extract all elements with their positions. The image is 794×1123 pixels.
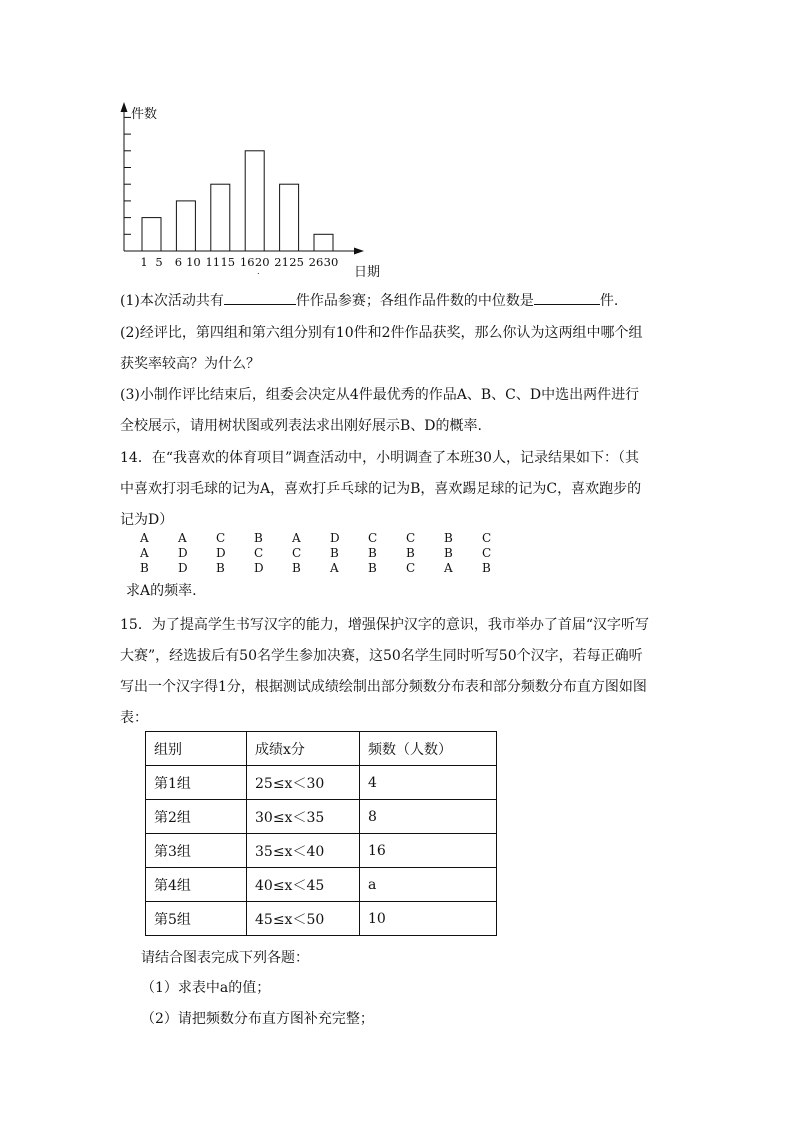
table-header-cell: 组别 <box>146 732 247 766</box>
histogram-bar-6-10 <box>176 201 195 251</box>
survey-cell: C <box>254 546 264 560</box>
x-tick-label: 11 <box>205 255 221 269</box>
q13-part2-line1: (2)经评比，第四组和第六组分别有10件和2件作品获奖，那么你认为这两组中哪个组 <box>120 325 643 341</box>
table-cell: 16 <box>360 834 497 868</box>
table-cell: 第2组 <box>146 800 247 834</box>
survey-cell: B <box>216 561 225 575</box>
survey-cell: C <box>406 561 416 575</box>
survey-cell: B <box>254 531 263 545</box>
table-cell: 第4组 <box>146 868 247 902</box>
table-header-cell: 频数（人数） <box>360 732 497 766</box>
survey-cell: C <box>406 531 416 545</box>
q15-sub1: （1）求表中a的值； <box>141 980 271 996</box>
x-tick-label: 6 <box>174 255 183 269</box>
q13-p1c-text: 件. <box>599 293 619 309</box>
q15-instruction: 请结合图表完成下列各题： <box>141 950 309 966</box>
q14-question: 求A的频率. <box>126 583 197 599</box>
table-cell: 4 <box>360 766 497 800</box>
q13-part2-line2: 获奖率较高？为什么？ <box>120 356 260 372</box>
x-tick-label: 20 <box>254 255 270 269</box>
x-tick-label: 25 <box>289 255 304 269</box>
table-cell: 第3组 <box>146 834 247 868</box>
survey-cell: B <box>140 561 149 575</box>
y-axis-label: 件数 <box>131 107 158 122</box>
survey-cell: D <box>178 546 188 560</box>
q14-line1: 14．在“我喜欢的体育项目”调查活动中，小明调查了本班30人，记录结果如下：（其 <box>120 450 639 466</box>
x-tick-label: 16 <box>239 255 255 269</box>
table-cell: 35≤x＜40 <box>247 834 360 868</box>
q13-part1 <box>120 290 618 310</box>
x-tick-label: 1 <box>140 255 148 269</box>
table-row <box>146 834 497 868</box>
table-cell: 第5组 <box>146 902 247 936</box>
survey-cell: A <box>140 546 149 560</box>
q13-p1-text: (1)本次活动共有 <box>120 293 224 309</box>
survey-cell: A <box>140 531 149 545</box>
x-tick-label: 10 <box>186 255 201 269</box>
survey-cell: A <box>330 561 339 575</box>
table-cell: 45≤x＜50 <box>247 902 360 936</box>
q15-sub2: （2）请把频数分布直方图补充完整； <box>141 1011 374 1027</box>
survey-cell: A <box>292 531 301 545</box>
table-cell: 40≤x＜45 <box>247 868 360 902</box>
frequency-table <box>145 731 497 936</box>
table-cell: 8 <box>360 800 497 834</box>
survey-cell: D <box>330 531 340 545</box>
survey-cell: B <box>330 546 339 560</box>
table-header-row <box>146 732 497 766</box>
survey-row <box>140 546 520 561</box>
survey-cell: D <box>178 561 188 575</box>
survey-cell: B <box>368 561 377 575</box>
q15-line2: 大赛”，经选拔后有50名学生参加决赛，这50名学生同时听写50个汉字，若每正确听 <box>120 648 643 664</box>
x-tick-label: 21 <box>274 255 289 269</box>
y-axis-arrow <box>121 102 128 112</box>
survey-cell: B <box>292 561 301 575</box>
q14-line2: 中喜欢打羽毛球的记为A，喜欢打乒乓球的记为B，喜欢踢足球的记为C，喜欢跑步的 <box>120 481 642 497</box>
q15-line4: 表： <box>120 710 148 726</box>
survey-cell: C <box>292 546 302 560</box>
survey-cell: B <box>444 546 453 560</box>
survey-results <box>140 531 520 576</box>
x-axis-arrow <box>354 248 364 255</box>
survey-cell: B <box>482 561 491 575</box>
stray-dot: . <box>257 267 260 276</box>
table-row <box>146 766 497 800</box>
survey-cell: C <box>482 546 492 560</box>
survey-row <box>140 561 520 576</box>
survey-cell: B <box>368 546 377 560</box>
table-row <box>146 800 497 834</box>
x-tick-label: 5 <box>155 255 163 269</box>
table-row <box>146 902 497 936</box>
histogram-bar-1-5 <box>142 218 161 251</box>
histogram-bar-11-15 <box>211 184 230 251</box>
table-cell: 第1组 <box>146 766 247 800</box>
q13-p1b-text: 件作品参赛；各组作品件数的中位数是 <box>295 293 534 309</box>
survey-cell: A <box>444 561 453 575</box>
survey-cell: C <box>482 531 492 545</box>
x-tick-label: 15 <box>220 255 236 269</box>
survey-cell: B <box>444 531 453 545</box>
survey-cell: D <box>254 561 264 575</box>
survey-cell: D <box>216 546 226 560</box>
survey-cell: C <box>216 531 226 545</box>
survey-row <box>140 531 520 546</box>
x-axis-label: 日期 <box>354 265 381 280</box>
table-row <box>146 868 497 902</box>
histogram-bar-16-20 <box>245 151 264 251</box>
histogram-bar-21-25 <box>280 184 299 251</box>
table-header-cell: 成绩x分 <box>247 732 360 766</box>
q15-line1: 15．为了提高学生书写汉字的能力，增强保护汉字的意识，我市举办了首届“汉字听写 <box>120 617 649 633</box>
table-cell: 10 <box>360 902 497 936</box>
x-tick-label: 30 <box>323 255 339 269</box>
answer-blank-median[interactable] <box>534 292 600 305</box>
table-cell: 25≤x＜30 <box>247 766 360 800</box>
q14-line3: 记为D） <box>120 512 174 528</box>
q13-part3-line1: (3)小制作评比结束后，组委会决定从4件最优秀的作品A、B、C、D中选出两件进行 <box>120 387 640 403</box>
histogram-bar-26-30 <box>314 234 333 251</box>
q13-part3-line2: 全校展示，请用树状图或列表法求出刚好展示B、D的概率. <box>120 418 482 434</box>
table-cell: 30≤x＜35 <box>247 800 360 834</box>
answer-blank-total[interactable] <box>224 292 296 305</box>
survey-cell: C <box>368 531 378 545</box>
survey-cell: A <box>178 531 187 545</box>
table-cell: a <box>360 868 497 902</box>
q15-line3: 写出一个汉字得1分，根据测试成绩绘制出部分频数分布表和部分频数分布直方图如图 <box>120 679 647 695</box>
histogram-chart <box>100 98 400 283</box>
x-tick-label: 26 <box>308 255 324 269</box>
survey-cell: B <box>406 546 415 560</box>
